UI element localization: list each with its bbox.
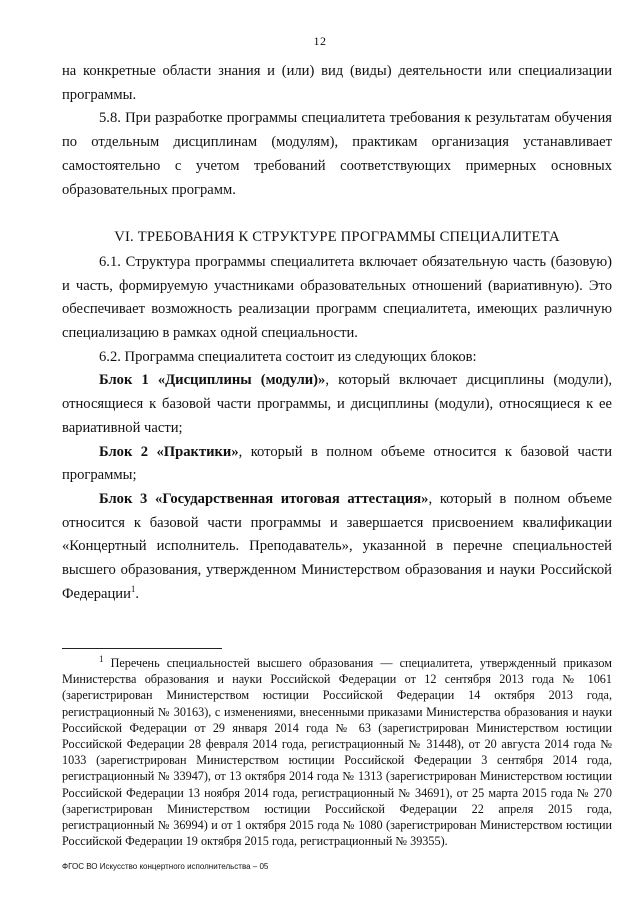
block-3-title: Блок 3 «Государственная итоговая аттестация»: [99, 490, 429, 507]
footnote-divider: [62, 648, 222, 649]
paragraph-6-2: 6.2. Программа специалитета состоит из следующих блоков:: [99, 348, 477, 365]
main-text: [62, 60, 612, 606]
block-3-text: , который в полном объеме относится к базовой части программы и завершается присвоением квалификации «Концертный исполнитель. Преподаватель», указанной в перечне специальностей высшего образования, утвержденном Министерством образования и науки Российской Федерации: [62, 490, 612, 602]
block-2-title: Блок 2 «Практики»: [99, 443, 239, 460]
block-2-text: , который в полном объеме относится к базовой части программы;: [62, 443, 613, 484]
block-1-text: , который включает дисциплины (модули), относящиеся к базовой части программы, и дисциплины (модули), относящиеся к ее вариативной части;: [62, 372, 613, 436]
paragraph-5-8: 5.8. При разработке программы специалитета требования к результатам обучения по отдельным дисциплинам (модулям), практикам организация устанавливает самостоятельно с учетом требований соответствующих примерных основных образовательных программ.: [62, 110, 612, 198]
paragraph-block-1: [62, 369, 612, 440]
paragraph-block-2: [62, 441, 612, 488]
footnote-marker: 1: [99, 653, 104, 664]
footnote-reference[interactable]: 1: [130, 583, 136, 594]
paragraph-6-1: 6.1. Структура программы специалитета включает обязательную часть (базовую) и часть, формируемую участниками образовательных отношений (вариативную). Это обеспечивает возможность реализации программ специалитета, имеющих различную специализацию в рамках одной специальности.: [62, 253, 612, 342]
page-footer: ФГОС ВО Искусство концертного исполнительства – 05: [62, 862, 269, 871]
section-heading: VI. ТРЕБОВАНИЯ К СТРУКТУРЕ ПРОГРАММЫ СПЕЦИАЛИТЕТА: [114, 229, 560, 246]
footnote-text-1: [62, 655, 612, 849]
paragraph-block-3: [62, 488, 612, 607]
block-1-title: Блок 1 «Дисциплины (модули)»: [99, 372, 326, 389]
page-number: 12: [313, 34, 327, 48]
footnote: [62, 655, 612, 849]
paragraph-continuation: на конкретные области знания и (или) вид (виды) деятельности или специализации программы.: [62, 63, 612, 103]
block-3-end: .: [135, 585, 140, 602]
footnote-body: Перечень специальностей высшего образования — специалитета, утвержденный приказом Министерства образования и науки Российской Федерации от 12 сентября 2013 года № 1061 (зарегистрирован Министерством юстиции Российской Федерации 14 октября 2013 года, регистрационный № 30163), с изменениями, внесенными приказами Министерства образования и науки Российской Федерации от 29 января 2014 года № 63 (зарегистрирован Министерством юстиции Российской Федерации 28 февраля 2014 года, регистрационный № 31448), от 20 августа 2014 года № 1033 (зарегистрирован Министерством юстиции Российской Федерации 3 сентября 2014 года, регистрационный № 33947), от 13 октября 2014 года № 1313 (зарегистрирован Министерством юстиции Российской Федерации 13 ноября 2014 года, регистрационный № 34691), от 25 марта 2015 года № 270 (зарегистрирован Министерством юстиции Российской Федерации 22 апреля 2015 года, регистрационный № 36994) и от 1 октября 2015 года № 1080 (зарегистрирован Министерством юстиции Российской Федерации 19 октября 2015 года, регистрационный № 39355).: [62, 656, 612, 849]
